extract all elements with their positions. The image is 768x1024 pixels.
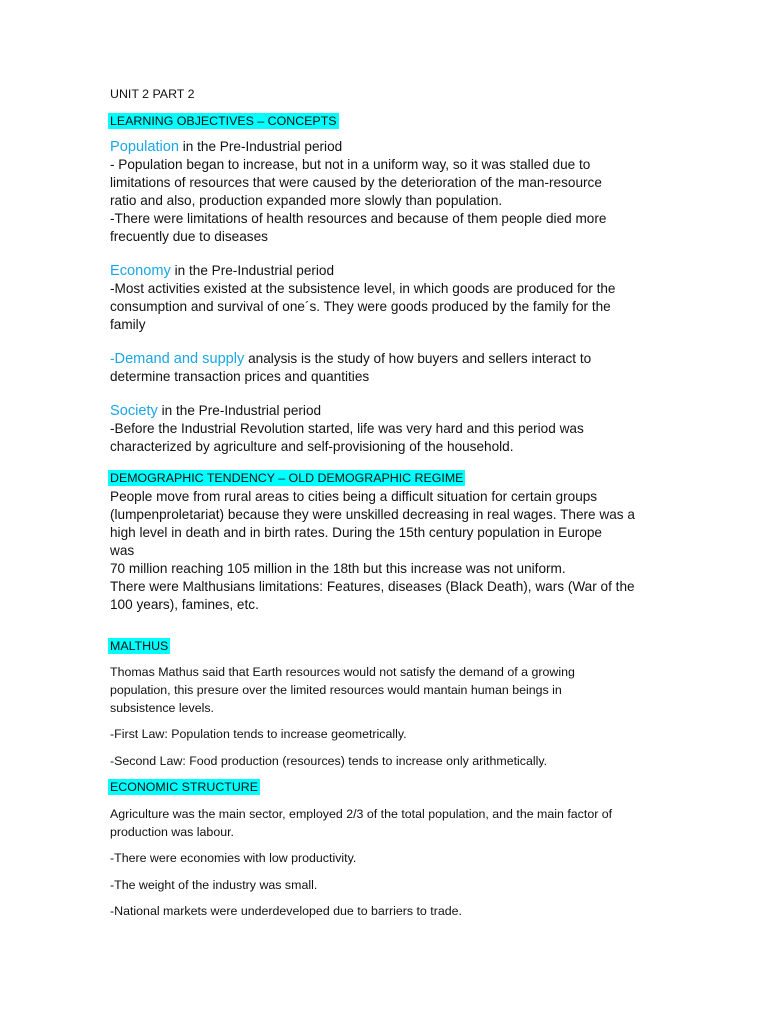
highlight: MALTHUS bbox=[110, 638, 169, 653]
society-line: -Before the Industrial Revolution started, life was very hard and this period was bbox=[110, 421, 584, 437]
document-title: UNIT 2 PART 2 bbox=[110, 87, 195, 101]
economy-heading bbox=[110, 262, 668, 280]
society-line: characterized by agriculture and self-provisioning of the household. bbox=[110, 439, 514, 455]
demand-supply-line-2: determine transaction prices and quantities bbox=[110, 369, 370, 385]
economic-structure-point: -National markets were underdeveloped due to barriers to trade. bbox=[110, 904, 462, 919]
malthus-line: population, this presure over the limited resources would mantain human beings in bbox=[110, 682, 562, 697]
economy-line: family bbox=[110, 317, 146, 333]
malthus-line: Thomas Mathus said that Earth resources would not satisfy the demand of a growing bbox=[110, 665, 575, 680]
malthus-first-law: -First Law: Population tends to increase geometrically. bbox=[110, 727, 407, 742]
economic-structure-section bbox=[110, 779, 668, 921]
population-section bbox=[110, 138, 668, 246]
society-term: Society bbox=[110, 403, 158, 420]
society-heading-rest: in the Pre-Industrial period bbox=[157, 403, 322, 419]
malthus-paragraph bbox=[110, 664, 668, 717]
society-heading bbox=[110, 402, 668, 420]
demographic-line: People move from rural areas to cities being a difficult situation for certain groups bbox=[110, 488, 598, 504]
population-heading bbox=[110, 138, 668, 156]
economy-section bbox=[110, 262, 668, 334]
malthus-line: subsistence levels. bbox=[110, 700, 214, 715]
demographic-heading bbox=[110, 470, 668, 488]
demand-dash: - bbox=[110, 351, 115, 367]
economic-structure-heading bbox=[110, 779, 668, 797]
malthus-second-law: -Second Law: Food production (resources) tends to increase only arithmetically. bbox=[110, 753, 548, 768]
economic-structure-line: Agriculture was the main sector, employed 2/3 of the total population, and the main factor of bbox=[110, 806, 613, 821]
population-line: - Population began to increase, but not in a uniform way, so it was stalled due to bbox=[110, 157, 591, 173]
malthus-heading bbox=[110, 638, 668, 656]
demographic-line: high level in death and in birth rates. During the 15th century population in Europe bbox=[110, 524, 602, 540]
economic-structure-point: -The weight of the industry was small. bbox=[110, 877, 318, 892]
malthus-section bbox=[110, 638, 668, 771]
highlight: ECONOMIC STRUCTURE bbox=[110, 780, 258, 795]
demographic-line: 100 years), famines, etc. bbox=[110, 596, 259, 612]
economy-line: consumption and survival of one´s. They were goods produced by the family for the bbox=[110, 299, 611, 315]
demand-supply-rest: analysis is the study of how buyers and sellers interact to bbox=[244, 351, 592, 367]
demand-supply-section bbox=[110, 350, 668, 386]
society-section bbox=[110, 402, 668, 456]
learning-objectives-heading bbox=[110, 113, 668, 131]
economy-heading-rest: in the Pre-Industrial period bbox=[170, 263, 335, 279]
population-line: limitations of resources that were caused by the deterioration of the man-resource bbox=[110, 175, 602, 191]
population-line: -There were limitations of health resources and because of them people died more bbox=[110, 211, 607, 227]
population-term: Population bbox=[110, 139, 179, 156]
population-line: ratio and also, production expanded more slowly than population. bbox=[110, 193, 503, 209]
highlight: DEMOGRAPHIC TENDENCY – OLD DEMOGRAPHIC REGIME bbox=[110, 471, 464, 486]
economic-structure-point: -There were economies with low productivity. bbox=[110, 851, 357, 866]
population-heading-rest: in the Pre-Industrial period bbox=[178, 139, 343, 155]
demographic-line: 70 million reaching 105 million in the 18th but this increase was not uniform. bbox=[110, 560, 566, 576]
demand-supply-term: Demand and supply bbox=[114, 351, 245, 368]
demand-supply-line bbox=[110, 350, 668, 368]
demographic-line: was bbox=[110, 542, 135, 558]
demographic-line: There were Malthusians limitations: Features, diseases (Black Death), wars (War of the bbox=[110, 578, 635, 594]
population-line: frecuently due to diseases bbox=[110, 229, 268, 245]
demographic-section bbox=[110, 470, 668, 614]
economic-structure-paragraph bbox=[110, 806, 668, 841]
economy-term: Economy bbox=[110, 263, 171, 280]
economic-structure-line: production was labour. bbox=[110, 824, 234, 839]
demographic-line: (lumpenproletariat) because they were unskilled decreasing in real wages. There was a bbox=[110, 506, 635, 522]
highlight: LEARNING OBJECTIVES – CONCEPTS bbox=[110, 113, 337, 128]
economy-line: -Most activities existed at the subsistence level, in which goods are produced for the bbox=[110, 281, 616, 297]
